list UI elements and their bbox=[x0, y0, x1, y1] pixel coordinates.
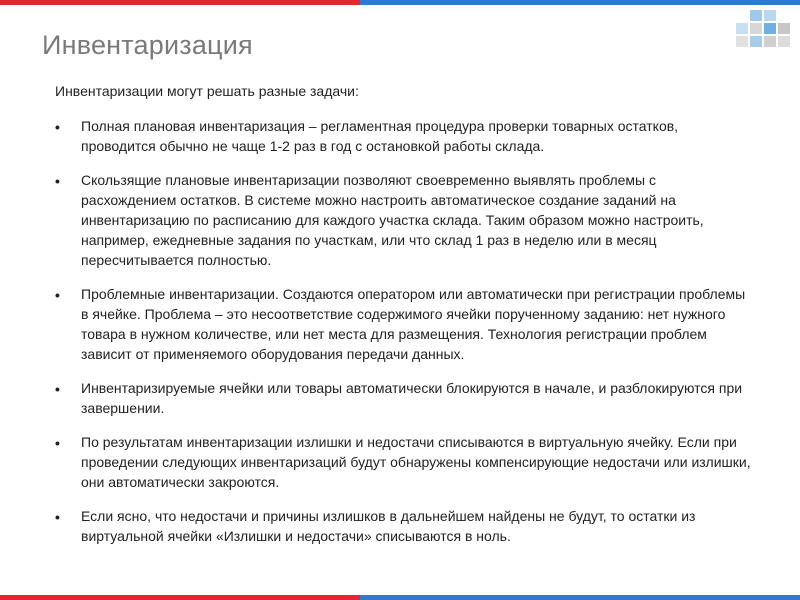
list-item-text: Если ясно, что недостачи и причины излишков в дальнейшем найдены не будут, то остатки из виртуальной ячейки «Излишки и недостачи» списываются в ноль. bbox=[81, 508, 696, 544]
bottom-accent-blue bbox=[360, 595, 800, 600]
bullet-icon: • bbox=[55, 119, 60, 135]
list-item-text: Скользящие плановые инвентаризации позволяют своевременно выявлять проблемы с расхождением остатков. В системе можно настроить автоматическое создание заданий на инвентаризацию по расписанию для каждого участка склада. Таким образом можно настроить, например, ежедневные задания по участкам, или что склад 1 раз в неделю или в месяц пересчитывается полностью. bbox=[81, 172, 704, 268]
list-item-text: Проблемные инвентаризации. Создаются оператором или автоматически при регистрации проблемы в ячейке. Проблема – это несоответствие содержимого ячейки порученному заданию: нет нужного товара в нужном количестве, или нет места для размещения. Технология регистрации проблем зависит от применяемого оборудования передачи данных. bbox=[81, 286, 746, 362]
list-item bbox=[55, 432, 755, 492]
pixel-squares-logo-icon bbox=[728, 8, 790, 52]
list-item bbox=[55, 506, 755, 546]
bullet-icon: • bbox=[55, 435, 60, 451]
top-accent-bar bbox=[0, 0, 800, 5]
bottom-accent-bar bbox=[0, 595, 800, 600]
list-item bbox=[55, 284, 755, 364]
top-accent-red bbox=[0, 0, 360, 5]
bullet-icon: • bbox=[55, 287, 60, 303]
bottom-accent-red bbox=[0, 595, 360, 600]
bullet-icon: • bbox=[55, 509, 60, 525]
bullet-icon: • bbox=[55, 173, 60, 189]
list-item bbox=[55, 378, 755, 418]
list-item-text: По результатам инвентаризации излишки и недостачи списываются в виртуальную ячейку. Если при проведении следующих инвентаризаций будут обнаружены компенсирующие недостачи или излишки, они автоматически закроются. bbox=[81, 434, 751, 490]
top-accent-blue bbox=[360, 0, 800, 5]
list-item bbox=[55, 116, 755, 156]
bullet-icon: • bbox=[55, 381, 60, 397]
list-item-text: Инвентаризируемые ячейки или товары автоматически блокируются в начале, и разблокируются при завершении. bbox=[81, 380, 743, 416]
list-item bbox=[55, 170, 755, 270]
bullet-list bbox=[55, 116, 755, 560]
intro-text: Инвентаризации могут решать разные задачи: bbox=[55, 83, 359, 99]
slide-title: Инвентаризация bbox=[42, 30, 253, 60]
list-item-text: Полная плановая инвентаризация – регламентная процедура проверки товарных остатков, проводится обычно не чаще 1-2 раз в год с остановкой работы склада. bbox=[81, 118, 679, 154]
